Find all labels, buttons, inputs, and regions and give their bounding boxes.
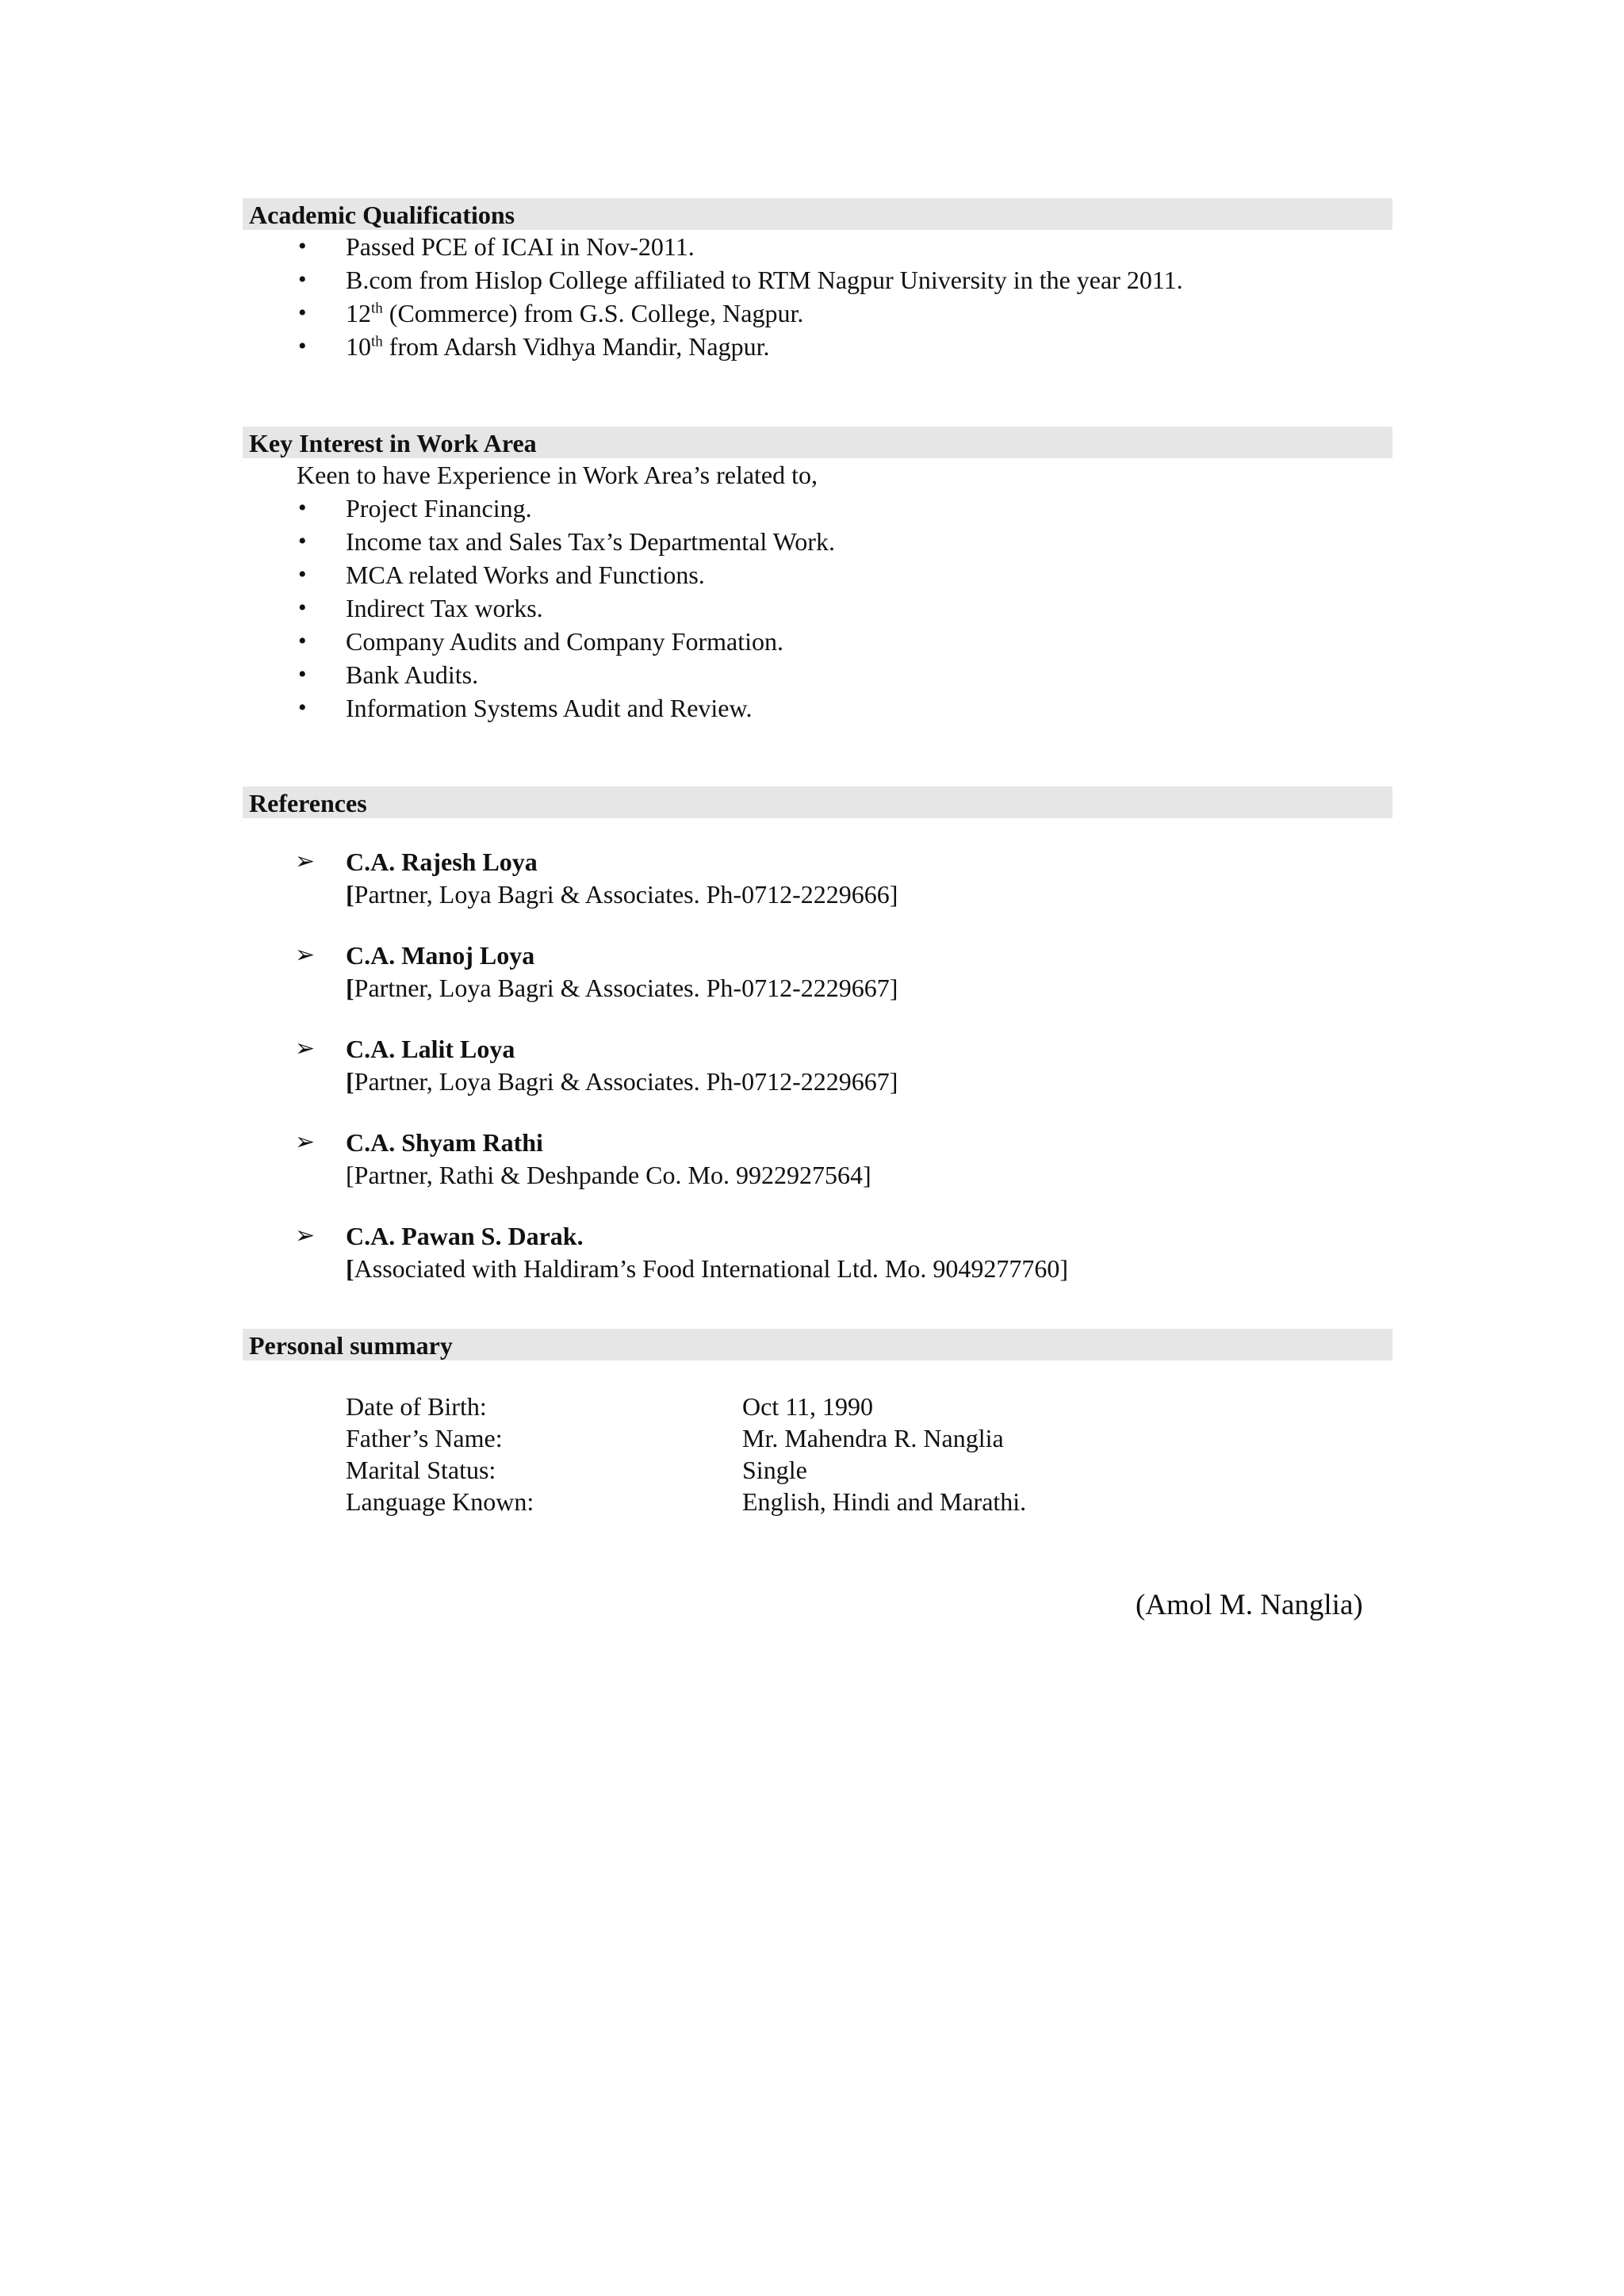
personal-label: Father’s Name: [346,1424,503,1452]
interest-intro: Keen to have Experience in Work Area’s related to, [297,461,818,489]
reference-name: C.A. Rajesh Loya [346,848,538,876]
reference-detail: [Partner, Loya Bagri & Associates. Ph-0712-2229666] [346,880,898,909]
reference-item [243,845,1392,910]
list-item: • MCA related Works and Functions. [243,558,1392,591]
personal-row [243,1486,1392,1517]
reference-item [243,1032,1392,1097]
references-section [243,786,1392,1313]
reference-detail: [Partner, Loya Bagri & Associates. Ph-0712-2229667] [346,1067,898,1096]
bullet-icon: • [298,661,307,687]
bullet-icon: • [298,495,307,521]
signature-name: (Amol M. Nanglia) [1136,1589,1363,1621]
bullet-icon: • [298,266,307,293]
list-item: • B.com from Hislop College affiliated to RTM Nagpur University in the year 2011. [243,263,1392,297]
personal-row [243,1391,1392,1422]
interest-section [243,427,1392,725]
reference-item [243,939,1392,1004]
personal-value: Oct 11, 1990 [742,1392,874,1421]
reference-detail: [Partner, Loya Bagri & Associates. Ph-0712-2229667] [346,974,898,1002]
list-item: • Company Audits and Company Formation. [243,625,1392,658]
list-item: • Indirect Tax works. [243,591,1392,625]
bullet-icon: • [298,300,307,326]
arrow-bullet-icon: ➢ [295,1035,316,1062]
personal-row [243,1454,1392,1486]
personal-label: Date of Birth: [346,1392,487,1421]
list-item: • 10th from Adarsh Vidhya Mandir, Nagpur. [243,330,1392,363]
arrow-bullet-icon: ➢ [295,848,316,874]
bullet-icon: • [298,695,307,721]
reference-item [243,1126,1392,1191]
list-item: • 12th (Commerce) from G.S. College, Nagpur. [243,297,1392,330]
reference-item [243,1219,1392,1284]
personal-value: Single [742,1456,807,1484]
arrow-bullet-icon: ➢ [295,942,316,968]
personal-label: Marital Status: [346,1456,496,1484]
reference-name: C.A. Shyam Rathi [346,1128,543,1157]
list-item: • Bank Audits. [243,658,1392,691]
list-item: • Project Financing. [243,492,1392,525]
reference-name: C.A. Lalit Loya [346,1035,515,1063]
personal-value: English, Hindi and Marathi. [742,1487,1027,1516]
section-header-references: References [243,786,1392,818]
section-header-interest: Key Interest in Work Area [243,427,1392,458]
personal-row [243,1422,1392,1454]
reference-detail: [Associated with Haldiram’s Food International Ltd. Mo. 9049277760] [346,1254,1068,1283]
reference-name: C.A. Pawan S. Darak. [346,1222,584,1250]
personal-label: Language Known: [346,1487,534,1516]
arrow-bullet-icon: ➢ [295,1129,316,1155]
bullet-icon: • [298,233,307,259]
academic-list [243,230,1392,363]
list-item: • Income tax and Sales Tax’s Departmental Work. [243,525,1392,558]
bullet-icon: • [298,595,307,621]
bullet-icon: • [298,528,307,554]
bullet-icon: • [298,333,307,359]
arrow-bullet-icon: ➢ [295,1223,316,1249]
bullet-icon: • [298,628,307,654]
list-item: • Passed PCE of ICAI in Nov-2011. [243,230,1392,263]
personal-value: Mr. Mahendra R. Nanglia [742,1424,1004,1452]
academic-section [243,198,1392,363]
section-header-academic: Academic Qualifications [243,198,1392,230]
bullet-icon: • [298,561,307,587]
reference-detail: [Partner, Rathi & Deshpande Co. Mo. 9922927564] [346,1161,871,1189]
list-item: • Information Systems Audit and Review. [243,691,1392,725]
interest-list [243,492,1392,725]
personal-section [243,1329,1392,1517]
reference-name: C.A. Manoj Loya [346,941,535,970]
section-header-personal: Personal summary [243,1329,1392,1360]
